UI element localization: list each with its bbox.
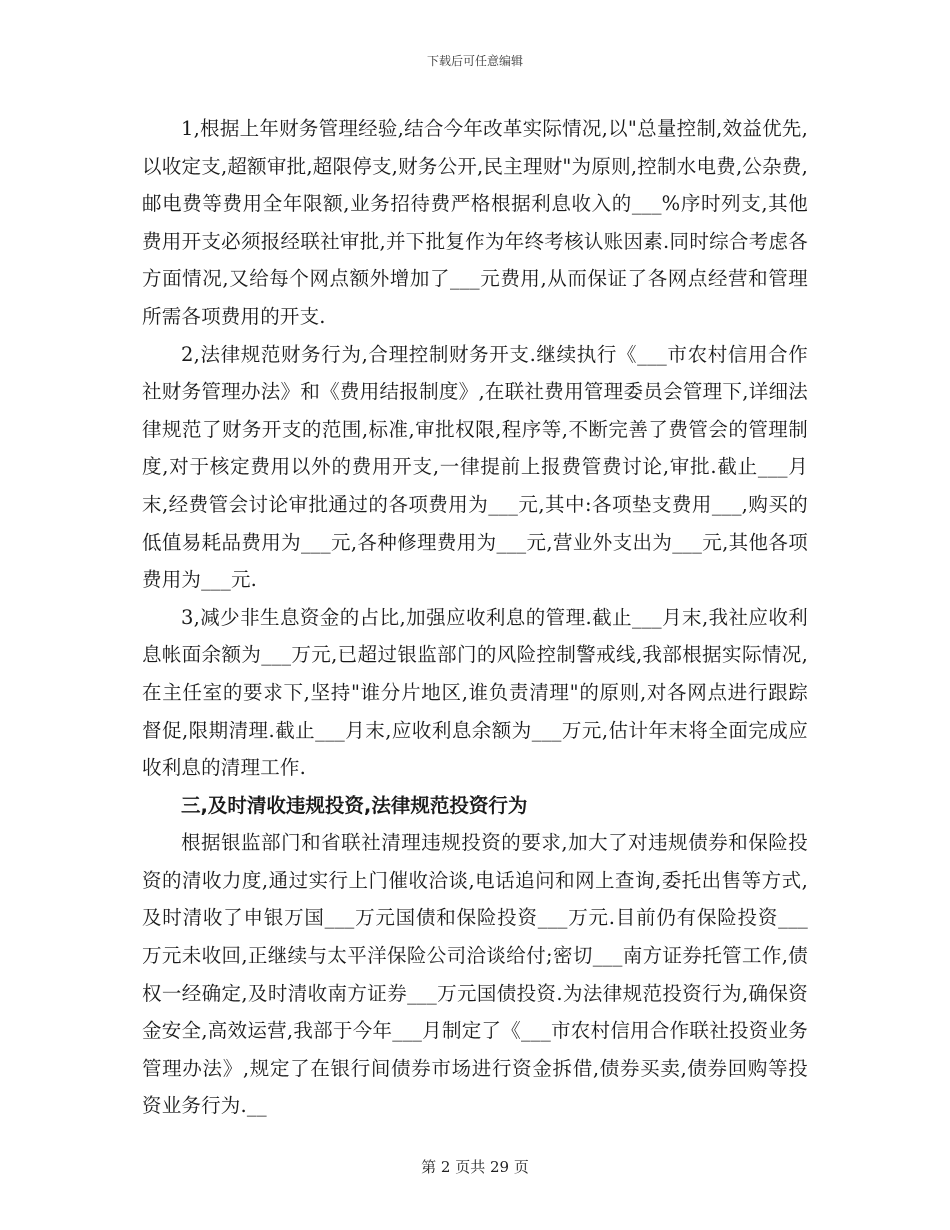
- paragraph-4: 根据银监部门和省联社清理违规投资的要求,加大了对违规债券和保险投资的清收力度,通过实行上门催收洽谈,电话追问和网上查询,委托出售等方式,及时清收了申银万国___万元国债和保险投资___万元.目前仍有保险投资___万元未收回,正继续与太平洋保险公司洽谈给付;密切___南方证券托管工作,债权一经确定,及时清收南方证券___万元国债投资.为法律规范投资行为,确保资金安全,高效运营,我部于今年___月制定了《___市农村信用合作联社投资业务管理办法》,规定了在银行间债券市场进行资金拆借,债券买卖,债券回购等投资业务行为.__: [142, 831, 808, 1118]
- page-header-note: 下载后可任意编辑: [426, 54, 523, 68]
- page-number: 第 2 页共 29 页: [421, 1158, 529, 1176]
- section-heading: 三,及时清收违规投资,法律规范投资行为: [181, 793, 528, 817]
- paragraph-1: 1,根据上年财务管理经验,结合今年改革实际情况,以"总量控制,效益优先,以收定支,超额审批,超限停支,财务公开,民主理财"为原则,控制水电费,公杂费,邮电费等费用全年限额,业务招待费严格根据利息收入的___%序时列支,其他费用开支必须报经联社审批,并下批复作为年终考核认账因素.同时综合考虑各方面情况,又给每个网点额外增加了___元费用,从而保证了各网点经营和管理所需各项费用的开支.: [142, 117, 808, 328]
- paragraph-2: 2,法律规范财务行为,合理控制财务开支.继续执行《___市农村信用合作社财务管理办法》和《费用结报制度》,在联社费用管理委员会管理下,详细法律规范了财务开支的范围,标准,审批权限,程序等,不断完善了费管会的管理制度,对于核定费用以外的费用开支,一律提前上报费管费讨论,审批.截止___月末,经费管会讨论审批通过的各项费用为___元,其中:各项垫支费用___,购买的低值易耗品费用为___元,各种修理费用为___元,营业外支出为___元,其他各项费用为___元.: [142, 342, 808, 592]
- paragraph-3: 3,减少非生息资金的占比,加强应收利息的管理.截止___月末,我社应收利息帐面余额为___万元,已超过银监部门的风险控制警戒线,我部根据实际情况,在主任室的要求下,坚持"谁分片地区,谁负责清理"的原则,对各网点进行跟踪督促,限期清理.截止___月末,应收利息余额为___万元,估计年末将全面完成应收利息的清理工作.: [142, 605, 808, 780]
- document-body: [142, 110, 808, 1125]
